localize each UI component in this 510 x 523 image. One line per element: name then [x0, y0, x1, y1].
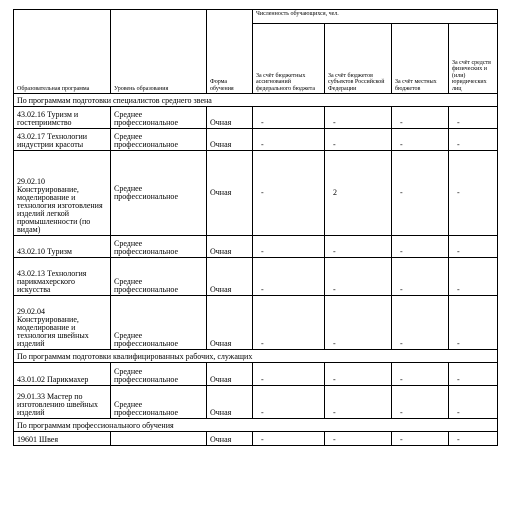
private-funds-cell: - [449, 296, 498, 350]
private-funds-cell: - [449, 107, 498, 129]
section-title: По программам профессионального обучения [14, 419, 498, 432]
form-cell: Очная [207, 432, 253, 446]
level-cell: Среднее профессиональное [111, 151, 207, 236]
header-level: Уровень образования [111, 10, 207, 94]
local-budget-cell: - [392, 236, 449, 258]
section-title: По программам подготовки квалифицированных рабочих, служащих [14, 350, 498, 363]
private-funds-cell: - [449, 432, 498, 446]
federal-budget-cell: - [253, 386, 325, 419]
local-budget-cell: - [392, 296, 449, 350]
level-cell: Среднее профессиональное [111, 386, 207, 419]
form-cell: Очная [207, 107, 253, 129]
federal-budget-cell: - [253, 296, 325, 350]
program-cell: 43.02.17 Технологии индустрии красоты [14, 129, 111, 151]
private-funds-cell: - [449, 386, 498, 419]
private-funds-cell: - [449, 236, 498, 258]
regional-budget-cell: - [325, 129, 392, 151]
table-row [14, 258, 498, 296]
header-local: За счёт местных бюджетов [392, 24, 449, 94]
header-enrollment-group: Численность обучающихся, чел. [253, 10, 498, 24]
form-cell: Очная [207, 129, 253, 151]
private-funds-cell: - [449, 258, 498, 296]
level-cell: Среднее профессиональное [111, 363, 207, 386]
program-cell: 43.02.13 Технология парикмахерского искусства [14, 258, 111, 296]
form-cell: Очная [207, 296, 253, 350]
program-cell: 29.01.33 Мастер по изготовлению швейных изделий [14, 386, 111, 419]
table-row [14, 363, 498, 386]
table-body [14, 94, 498, 446]
level-cell: Среднее профессиональное [111, 258, 207, 296]
federal-budget-cell: - [253, 129, 325, 151]
section-header-row [14, 94, 498, 107]
level-cell: Среднее профессиональное [111, 107, 207, 129]
federal-budget-cell: - [253, 107, 325, 129]
level-cell: Среднее профессиональное [111, 296, 207, 350]
regional-budget-cell: - [325, 386, 392, 419]
header-form: Форма обучения [207, 10, 253, 94]
local-budget-cell: - [392, 432, 449, 446]
table-row [14, 107, 498, 129]
federal-budget-cell: - [253, 258, 325, 296]
regional-budget-cell: - [325, 296, 392, 350]
federal-budget-cell: - [253, 236, 325, 258]
enrollment-table [13, 9, 498, 446]
federal-budget-cell: - [253, 432, 325, 446]
form-cell: Очная [207, 236, 253, 258]
program-cell: 19601 Швея [14, 432, 111, 446]
local-budget-cell: - [392, 129, 449, 151]
form-cell: Очная [207, 363, 253, 386]
table-row [14, 386, 498, 419]
local-budget-cell: - [392, 107, 449, 129]
local-budget-cell: - [392, 258, 449, 296]
federal-budget-cell: - [253, 151, 325, 236]
form-cell: Очная [207, 258, 253, 296]
level-cell: Среднее профессиональное [111, 129, 207, 151]
table-row [14, 236, 498, 258]
regional-budget-cell: - [325, 107, 392, 129]
private-funds-cell: - [449, 129, 498, 151]
private-funds-cell: - [449, 363, 498, 386]
local-budget-cell: - [392, 151, 449, 236]
header-private: За счёт средств физических и (или) юридических лиц [449, 24, 498, 94]
private-funds-cell: - [449, 151, 498, 236]
local-budget-cell: - [392, 363, 449, 386]
regional-budget-cell: - [325, 258, 392, 296]
program-cell: 29.02.04 Конструирование, моделирование и технология швейных изделий [14, 296, 111, 350]
section-header-row [14, 350, 498, 363]
regional-budget-cell: - [325, 363, 392, 386]
regional-budget-cell: 2 [325, 151, 392, 236]
form-cell: Очная [207, 386, 253, 419]
table-row [14, 151, 498, 236]
table-row [14, 296, 498, 350]
table-row [14, 432, 498, 446]
regional-budget-cell: - [325, 236, 392, 258]
header-program: Образовательная программа [14, 10, 111, 94]
table-row [14, 129, 498, 151]
local-budget-cell: - [392, 386, 449, 419]
federal-budget-cell: - [253, 363, 325, 386]
table-header [14, 10, 498, 94]
form-cell: Очная [207, 151, 253, 236]
program-cell: 43.02.10 Туризм [14, 236, 111, 258]
level-cell: Среднее профессиональное [111, 236, 207, 258]
header-regional: За счёт бюджетов субъектов Российской Федерации [325, 24, 392, 94]
program-cell: 29.02.10 Конструирование, моделирование и технология изготовления изделий легкой промышленности (по видам) [14, 151, 111, 236]
section-title: По программам подготовки специалистов среднего звена [14, 94, 498, 107]
level-cell [111, 432, 207, 446]
program-cell: 43.01.02 Парикмахер [14, 363, 111, 386]
program-cell: 43.02.16 Туризм и гостеприимство [14, 107, 111, 129]
regional-budget-cell: - [325, 432, 392, 446]
section-header-row [14, 419, 498, 432]
header-federal: За счёт бюджетных ассигнований федерального бюджета [253, 24, 325, 94]
